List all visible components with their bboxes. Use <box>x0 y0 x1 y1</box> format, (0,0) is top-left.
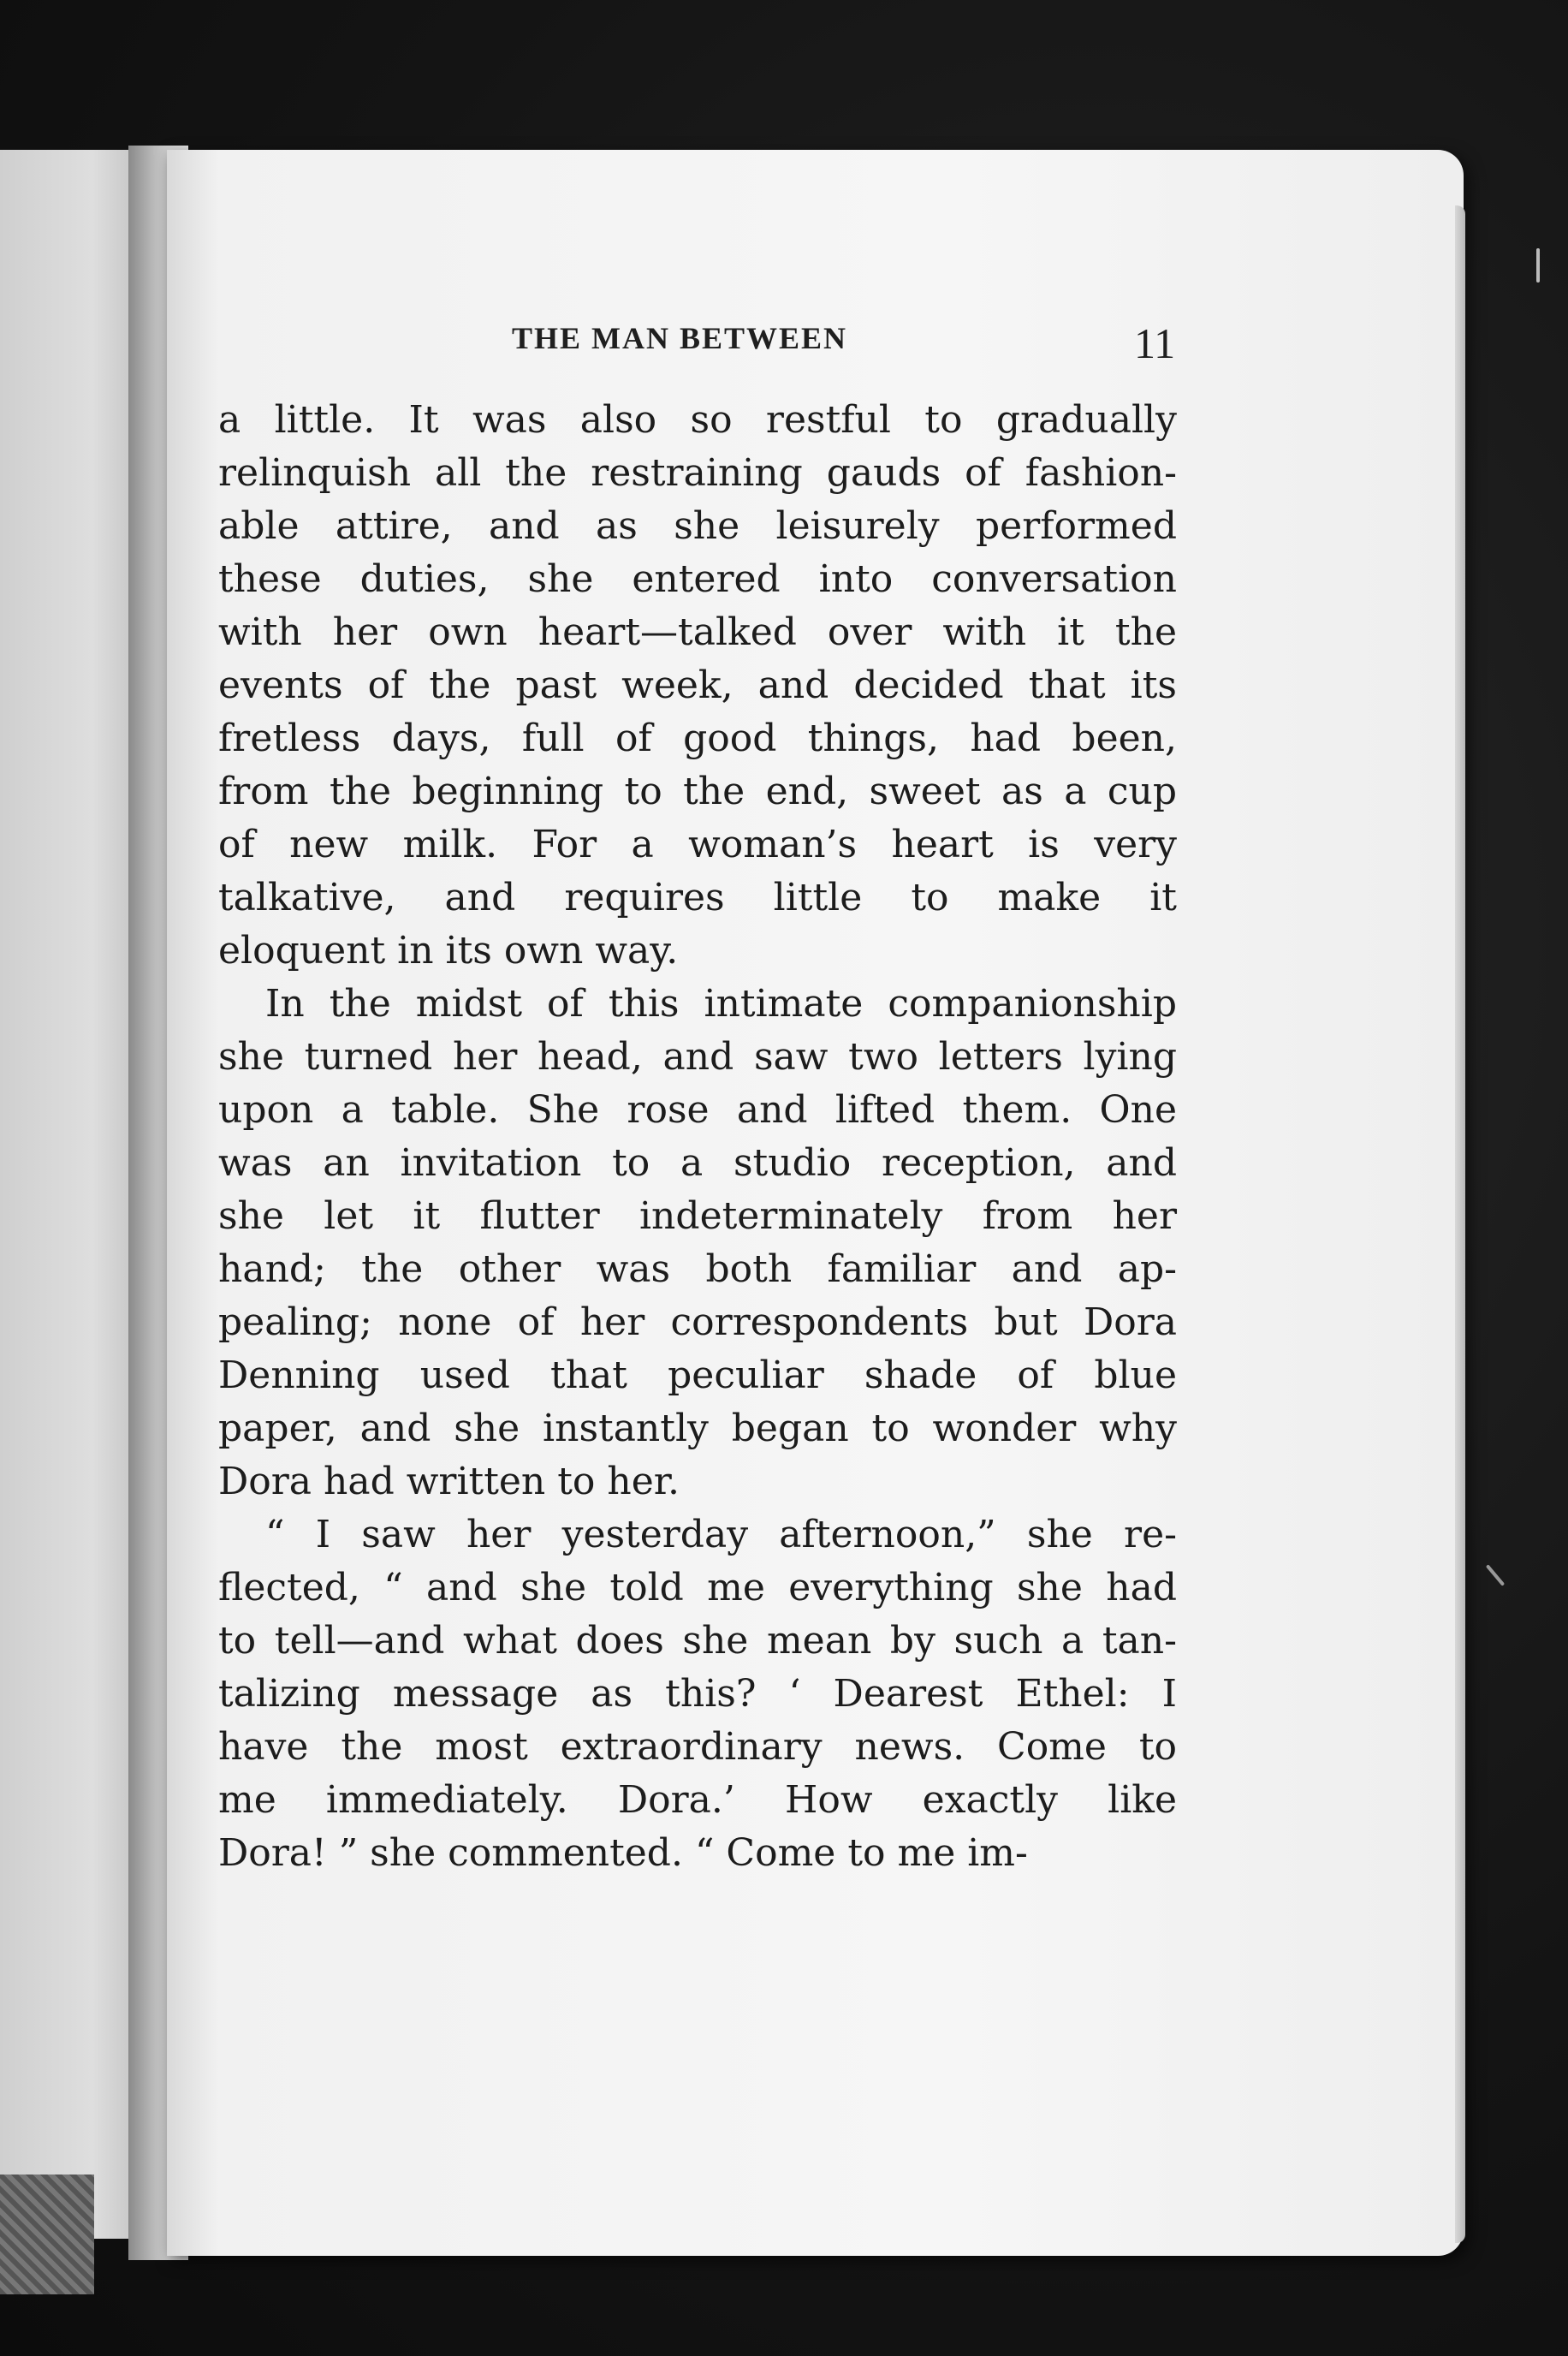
text-line: talkative, and requires little to make it <box>218 876 1177 919</box>
page-number: 11 <box>1134 319 1176 367</box>
running-head: THE MAN BETWEEN <box>512 321 848 355</box>
text-line: to tell—and what does she mean by such a tan- <box>218 1619 1177 1663</box>
body-text <box>218 394 1177 1880</box>
paragraph <box>218 1508 1177 1880</box>
text-line: eloquent in its own way. <box>218 929 679 973</box>
text-line: talizing message as this? ‘ Dearest Ethel: I <box>218 1672 1177 1716</box>
text-line: flected, “ and she told me everything she had <box>218 1566 1177 1609</box>
text-line: a little. It was also so restful to gradually <box>218 398 1177 442</box>
text-line: me immediately. Dora.’ How exactly like <box>218 1778 1177 1822</box>
binding-cloth <box>0 2175 94 2294</box>
text-line: hand; the other was both familiar and ap- <box>218 1247 1177 1291</box>
text-line: Denning used that peculiar shade of blue <box>218 1354 1177 1397</box>
text-line: Dora had written to her. <box>218 1460 680 1503</box>
text-line: Dora! ” she commented. “ Come to me im- <box>218 1831 1028 1875</box>
paragraph <box>218 394 1177 978</box>
text-line: In the midst of this intimate companionship <box>265 982 1177 1026</box>
text-line: have the most extraordinary news. Come to <box>218 1725 1177 1769</box>
text-line: from the beginning to the end, sweet as a cup <box>218 770 1177 813</box>
text-line: able attire, and as she leisurely performed <box>218 504 1177 548</box>
text-line: pealing; none of her correspondents but Dora <box>218 1300 1177 1344</box>
text-line: was an invitation to a studio reception, and <box>218 1141 1177 1185</box>
text-line: these duties, she entered into conversation <box>218 557 1177 601</box>
text-line: relinquish all the restraining gauds of fashion- <box>218 451 1177 495</box>
text-line: she turned her head, and saw two letters lying <box>218 1035 1177 1079</box>
dust-speck <box>1536 248 1540 283</box>
text-line: of new milk. For a woman’s heart is very <box>218 823 1177 866</box>
text-line: with her own heart—talked over with it the <box>218 610 1177 654</box>
paragraph <box>218 978 1177 1508</box>
text-line: upon a table. She rose and lifted them. One <box>218 1088 1177 1132</box>
text-line: fretless days, full of good things, had been, <box>218 717 1177 760</box>
text-line: she let it flutter indeterminately from her <box>218 1194 1177 1238</box>
text-line: paper, and she instantly began to wonder why <box>218 1407 1177 1450</box>
page-edge <box>1455 205 1465 2243</box>
text-line: events of the past week, and decided that its <box>218 663 1177 707</box>
text-line: “ I saw her yesterday afternoon,” she re- <box>265 1513 1177 1556</box>
